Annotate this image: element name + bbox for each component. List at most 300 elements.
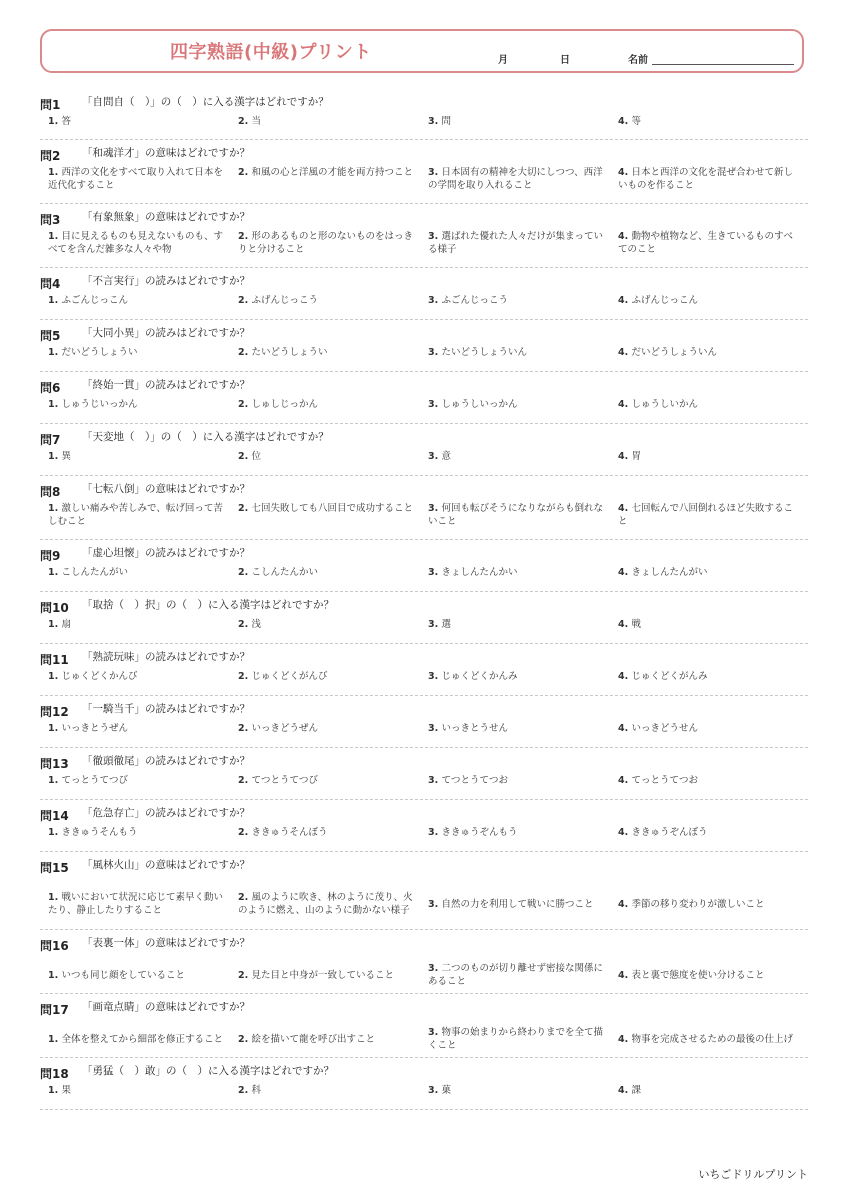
choice-number: 1. xyxy=(48,892,62,903)
question-item xyxy=(40,930,808,994)
question-number: 問15 xyxy=(40,861,69,875)
choice-number: 3. xyxy=(428,347,442,358)
choice-option[interactable] xyxy=(618,826,808,839)
choice-text: 物事を完成させるための最後の仕上げ xyxy=(631,1033,794,1045)
choice-option[interactable] xyxy=(48,722,238,735)
choice-number: 4. xyxy=(618,231,632,242)
choice-option[interactable] xyxy=(428,166,618,192)
question-item xyxy=(40,644,808,696)
choice-number: 4. xyxy=(618,671,632,682)
choice-text: じゅくどくかんび xyxy=(61,671,138,682)
choice-number: 2. xyxy=(238,969,252,981)
choice-option[interactable] xyxy=(238,618,428,631)
choice-option[interactable] xyxy=(48,566,238,579)
choice-text: 戦いにおいて状況に応じて素早く動いたり、静止したりすること xyxy=(48,892,224,916)
choice-option[interactable] xyxy=(238,722,428,735)
choice-number: 1. xyxy=(48,503,62,514)
choice-text: 全体を整えてから細部を修正すること xyxy=(61,1033,224,1045)
question-item xyxy=(40,852,808,930)
choice-option[interactable] xyxy=(428,346,618,359)
choice-option[interactable] xyxy=(238,566,428,579)
choice-text: 動物や植物など、生きているものすべてのこと xyxy=(618,231,793,255)
name-field-line[interactable] xyxy=(652,64,794,65)
choice-text: 何回も転びそうになりながらも倒れないこと xyxy=(428,503,604,527)
question-text: 「画竜点睛」の意味はどれですか？ xyxy=(82,1001,250,1013)
question-number: 問2 xyxy=(40,149,61,163)
choice-list xyxy=(40,560,808,579)
question-text: 「虚心坦懐」の読みはどれですか？ xyxy=(82,547,250,559)
choice-text: てっとうてつび xyxy=(61,775,129,786)
question-number: 問9 xyxy=(40,549,61,563)
question-text: 「和魂洋才」の意味はどれですか？ xyxy=(82,147,250,159)
choice-option[interactable] xyxy=(428,294,618,307)
choice-option[interactable] xyxy=(428,398,618,411)
choice-number: 4. xyxy=(618,451,632,462)
choice-text: こしんたんがい xyxy=(61,567,129,578)
choice-list xyxy=(40,444,808,463)
question-text: 「風林火山」の意味はどれですか？ xyxy=(82,859,250,871)
choice-text: ききゅうそんぼう xyxy=(251,827,328,838)
question-number: 問6 xyxy=(40,381,61,395)
choice-text: てつとうてつび xyxy=(251,775,319,786)
choice-option[interactable] xyxy=(238,826,428,839)
question-item xyxy=(40,320,808,372)
choice-list xyxy=(40,109,808,128)
choice-option[interactable] xyxy=(618,115,808,128)
question-item xyxy=(40,994,808,1058)
choice-option[interactable] xyxy=(48,969,238,982)
choice-number: 3. xyxy=(428,451,442,462)
choice-text: 等 xyxy=(631,116,642,127)
choice-option[interactable] xyxy=(428,450,618,463)
choice-number: 1. xyxy=(48,1085,62,1096)
question-list xyxy=(40,89,808,1110)
choice-option[interactable] xyxy=(238,294,428,307)
choice-text: てつとうてつお xyxy=(441,775,509,786)
choice-option[interactable] xyxy=(48,450,238,463)
choice-list xyxy=(40,768,808,787)
choice-number: 1. xyxy=(48,116,62,127)
choice-option[interactable] xyxy=(428,502,618,528)
question-header xyxy=(40,268,808,291)
question-item xyxy=(40,140,808,204)
choice-option[interactable] xyxy=(428,826,618,839)
choice-number: 4. xyxy=(618,619,632,630)
choice-text: 二つのものが切り離せず密接な関係にあること xyxy=(428,963,604,987)
choice-number: 2. xyxy=(238,1085,252,1096)
choice-text: 七回失敗しても八回目で成功すること xyxy=(251,503,414,514)
question-header xyxy=(40,140,808,163)
choice-number: 2. xyxy=(238,1033,252,1045)
choice-number: 4. xyxy=(618,1033,632,1045)
choice-text: 風のように吹き、林のように茂り、火のように燃え、山のように動かない様子 xyxy=(238,892,413,916)
choice-number: 4. xyxy=(618,827,632,838)
choice-option[interactable] xyxy=(48,618,238,631)
question-item xyxy=(40,1058,808,1110)
choice-number: 2. xyxy=(238,451,252,462)
choice-option[interactable] xyxy=(428,722,618,735)
choice-number: 2. xyxy=(238,567,252,578)
question-number: 問8 xyxy=(40,485,61,499)
choice-option[interactable] xyxy=(618,969,808,982)
choice-number: 2. xyxy=(238,231,252,242)
choice-number: 1. xyxy=(48,969,62,981)
choice-number: 3. xyxy=(428,619,442,630)
question-item xyxy=(40,800,808,852)
choice-text: 意 xyxy=(441,451,452,462)
choice-option[interactable] xyxy=(618,618,808,631)
choice-text: 表と裏で態度を使い分けること xyxy=(631,969,765,981)
choice-option[interactable] xyxy=(428,566,618,579)
question-item xyxy=(40,592,808,644)
choice-text: じゅくどくがんみ xyxy=(631,671,708,682)
footer-brand: いちごドリルプリント xyxy=(698,1168,808,1181)
header-box xyxy=(40,29,804,73)
choice-text: いっきどうせん xyxy=(631,723,699,734)
question-number: 問14 xyxy=(40,809,69,823)
choice-text: ききゅうぞんもう xyxy=(441,827,518,838)
choice-option[interactable] xyxy=(238,346,428,359)
choice-option[interactable] xyxy=(618,230,808,256)
choice-option[interactable] xyxy=(238,230,428,256)
choice-option[interactable] xyxy=(618,670,808,683)
choice-number: 3. xyxy=(428,671,442,682)
choice-number: 4. xyxy=(618,347,632,358)
choice-text: 位 xyxy=(251,451,262,462)
question-header xyxy=(40,372,808,395)
choice-text: 浅 xyxy=(251,619,262,630)
choice-list xyxy=(40,820,808,839)
choice-number: 2. xyxy=(238,295,252,306)
choice-list xyxy=(40,872,808,930)
choice-number: 3. xyxy=(428,1027,442,1038)
choice-number: 3. xyxy=(428,963,442,974)
choice-option[interactable] xyxy=(618,722,808,735)
question-item xyxy=(40,89,808,140)
choice-number: 1. xyxy=(48,231,62,242)
choice-option[interactable] xyxy=(618,898,808,911)
choice-text: 日本と西洋の文化を混ぜ合わせて新しいものを作ること xyxy=(618,167,794,191)
choice-text: 物事の始まりから終わりまでを全て描くこと xyxy=(428,1027,604,1051)
choice-option[interactable] xyxy=(48,230,238,256)
question-number: 問13 xyxy=(40,757,69,771)
question-item xyxy=(40,540,808,592)
choice-text: 当 xyxy=(251,116,262,127)
choice-number: 3. xyxy=(428,399,442,410)
question-number: 問11 xyxy=(40,653,69,667)
choice-text: 日本固有の精神を大切にしつつ、西洋の学問を取り入れること xyxy=(428,167,603,191)
choice-list xyxy=(40,1078,808,1097)
question-item xyxy=(40,424,808,476)
choice-list xyxy=(40,160,808,192)
choice-text: いつも同じ顔をしていること xyxy=(61,969,186,981)
question-number: 問1 xyxy=(40,98,61,112)
choice-text: 七回転んで八回倒れるほど失敗すること xyxy=(618,503,794,527)
choice-option[interactable] xyxy=(48,115,238,128)
choice-option[interactable] xyxy=(238,1033,428,1046)
choice-number: 1. xyxy=(48,619,62,630)
choice-option[interactable] xyxy=(618,1084,808,1097)
choice-text: じゅくどくかんみ xyxy=(441,671,518,682)
choice-text: 問 xyxy=(441,116,452,127)
question-header xyxy=(40,696,808,719)
choice-text: だいどうしょうい xyxy=(61,347,138,358)
choice-number: 1. xyxy=(48,1033,62,1045)
question-text: 「取捨（ ）択」の（ ）に入る漢字はどれですか？ xyxy=(82,599,334,611)
day-label: 日 xyxy=(560,55,570,66)
choice-option[interactable] xyxy=(428,1026,618,1052)
choice-option[interactable] xyxy=(428,115,618,128)
choice-text: 選ばれた優れた人々だけが集まっている様子 xyxy=(428,231,604,255)
choice-number: 2. xyxy=(238,399,252,410)
choice-option[interactable] xyxy=(238,115,428,128)
choice-number: 3. xyxy=(428,898,442,910)
choice-number: 4. xyxy=(618,723,632,734)
choice-number: 1. xyxy=(48,671,62,682)
choice-option[interactable] xyxy=(48,774,238,787)
name-label: 名前 xyxy=(628,55,648,66)
choice-number: 2. xyxy=(238,347,252,358)
choice-list xyxy=(40,664,808,683)
question-text: 「不言実行」の読みはどれですか？ xyxy=(82,275,250,287)
choice-number: 4. xyxy=(618,969,632,981)
choice-list xyxy=(40,392,808,411)
choice-option[interactable] xyxy=(48,670,238,683)
question-text: 「勇猛（ ）敢」の（ ）に入る漢字はどれですか？ xyxy=(82,1065,334,1077)
question-header xyxy=(40,320,808,343)
question-header xyxy=(40,424,808,447)
choice-text: てっとうてつお xyxy=(631,775,699,786)
choice-number: 1. xyxy=(48,295,62,306)
choice-text: 自然の力を利用して戦いに勝つこと xyxy=(441,898,594,910)
choice-option[interactable] xyxy=(238,670,428,683)
choice-text: ききゅうぞんぼう xyxy=(631,827,708,838)
choice-number: 2. xyxy=(238,503,252,514)
choice-text: しゅうしいかん xyxy=(631,399,699,410)
choice-number: 4. xyxy=(618,399,632,410)
choice-text: じゅくどくがんび xyxy=(251,671,328,682)
page-title: 四字熟語(中級)プリント xyxy=(170,42,372,63)
question-number: 問4 xyxy=(40,277,61,291)
choice-number: 1. xyxy=(48,567,62,578)
choice-text: 異 xyxy=(61,451,72,462)
question-header xyxy=(40,540,808,563)
question-number: 問17 xyxy=(40,1003,69,1017)
choice-list xyxy=(40,340,808,359)
choice-number: 1. xyxy=(48,775,62,786)
choice-option[interactable] xyxy=(48,502,238,528)
choice-option[interactable] xyxy=(48,346,238,359)
question-item xyxy=(40,204,808,268)
question-text: 「大同小異」の読みはどれですか？ xyxy=(82,327,250,339)
question-text: 「一騎当千」の読みはどれですか？ xyxy=(82,703,250,715)
choice-option[interactable] xyxy=(238,969,428,982)
choice-text: 扇 xyxy=(61,619,72,630)
choice-number: 1. xyxy=(48,167,62,178)
choice-text: しゅしじっかん xyxy=(251,399,319,410)
question-header xyxy=(40,800,808,823)
question-text: 「危急存亡」の読みはどれですか？ xyxy=(82,807,250,819)
choice-list xyxy=(40,612,808,631)
choice-text: ふげんじっこう xyxy=(251,295,319,306)
question-header xyxy=(40,204,808,227)
question-number: 問5 xyxy=(40,329,61,343)
choice-number: 2. xyxy=(238,167,252,178)
question-header xyxy=(40,748,808,771)
question-item xyxy=(40,696,808,748)
choice-option[interactable] xyxy=(238,774,428,787)
choice-option[interactable] xyxy=(238,450,428,463)
choice-option[interactable] xyxy=(618,774,808,787)
choice-text: きょしんたんかい xyxy=(441,567,518,578)
choice-option[interactable] xyxy=(428,774,618,787)
question-header xyxy=(40,1058,808,1081)
choice-option[interactable] xyxy=(48,1033,238,1046)
choice-list xyxy=(40,288,808,307)
choice-number: 1. xyxy=(48,399,62,410)
question-number: 問3 xyxy=(40,213,61,227)
choice-number: 1. xyxy=(48,451,62,462)
question-header xyxy=(40,89,808,112)
choice-option[interactable] xyxy=(618,294,808,307)
choice-text: ふごんじっこん xyxy=(61,295,129,306)
choice-option[interactable] xyxy=(618,450,808,463)
choice-text: 形のあるものと形のないものをはっきりと分けること xyxy=(238,231,414,255)
question-number: 問12 xyxy=(40,705,69,719)
choice-number: 2. xyxy=(238,671,252,682)
choice-text: ききゅうそんもう xyxy=(61,827,138,838)
choice-option[interactable] xyxy=(48,1084,238,1097)
choice-number: 2. xyxy=(238,892,252,903)
choice-text: 見た目と中身が一致していること xyxy=(251,969,395,981)
choice-option[interactable] xyxy=(238,891,428,917)
question-header xyxy=(40,476,808,499)
choice-text: 科 xyxy=(251,1085,262,1096)
question-number: 問7 xyxy=(40,433,61,447)
choice-option[interactable] xyxy=(618,346,808,359)
choice-number: 3. xyxy=(428,827,442,838)
choice-option[interactable] xyxy=(238,398,428,411)
choice-option[interactable] xyxy=(618,166,808,192)
question-text: 「徹頭徹尾」の読みはどれですか？ xyxy=(82,755,250,767)
choice-text: 果 xyxy=(61,1085,72,1096)
question-text: 「終始一貫」の読みはどれですか？ xyxy=(82,379,250,391)
choice-text: しゅうしいっかん xyxy=(441,399,518,410)
choice-number: 4. xyxy=(618,898,632,910)
choice-number: 1. xyxy=(48,347,62,358)
question-item xyxy=(40,372,808,424)
choice-text: しゅうじいっかん xyxy=(61,399,138,410)
question-text: 「天変地（ ）」の（ ）に入る漢字はどれですか？ xyxy=(82,431,329,443)
choice-text: 激しい痛みや苦しみで、転げ回って苦しむこと xyxy=(48,503,223,527)
choice-text: ふげんじっこん xyxy=(631,295,699,306)
choice-option[interactable] xyxy=(48,891,238,917)
question-number: 問18 xyxy=(40,1067,69,1081)
choice-option[interactable] xyxy=(618,398,808,411)
question-text: 「七転八倒」の意味はどれですか？ xyxy=(82,483,250,495)
question-number: 問16 xyxy=(40,939,69,953)
choice-option[interactable] xyxy=(428,1084,618,1097)
choice-number: 4. xyxy=(618,775,632,786)
question-text: 「表裏一体」の意味はどれですか？ xyxy=(82,937,250,949)
choice-option[interactable] xyxy=(48,294,238,307)
choice-text: いっきとうせん xyxy=(441,723,509,734)
question-text: 「有象無象」の意味はどれですか？ xyxy=(82,211,250,223)
choice-text: 戦 xyxy=(631,619,642,630)
choice-list xyxy=(40,496,808,528)
choice-number: 2. xyxy=(238,116,252,127)
choice-option[interactable] xyxy=(48,166,238,192)
choice-option[interactable] xyxy=(48,826,238,839)
choice-number: 4. xyxy=(618,567,632,578)
choice-text: 菓 xyxy=(441,1085,452,1096)
choice-option[interactable] xyxy=(238,502,428,528)
choice-text: たいどうしょうい xyxy=(251,347,328,358)
choice-number: 2. xyxy=(238,827,252,838)
choice-number: 3. xyxy=(428,231,442,242)
choice-option[interactable] xyxy=(428,898,618,911)
choice-option[interactable] xyxy=(428,670,618,683)
choice-option[interactable] xyxy=(428,962,618,988)
choice-option[interactable] xyxy=(238,1084,428,1097)
choice-text: 目に見えるものも見えないものも、すべてを含んだ雑多な人々や物 xyxy=(48,231,224,255)
choice-number: 3. xyxy=(428,775,442,786)
question-header xyxy=(40,592,808,615)
choice-list xyxy=(40,950,808,994)
choice-number: 2. xyxy=(238,619,252,630)
choice-number: 3. xyxy=(428,116,442,127)
choice-text: 課 xyxy=(631,1085,642,1096)
question-header xyxy=(40,852,808,875)
choice-list xyxy=(40,1014,808,1058)
choice-number: 4. xyxy=(618,503,632,514)
choice-text: 胃 xyxy=(631,451,642,462)
choice-text: 西洋の文化をすべて取り入れて日本を近代化すること xyxy=(48,167,223,191)
question-item xyxy=(40,476,808,540)
choice-text: いっきとうぜん xyxy=(61,723,129,734)
choice-number: 1. xyxy=(48,723,62,734)
choice-option[interactable] xyxy=(618,566,808,579)
choice-option[interactable] xyxy=(618,1033,808,1046)
choice-number: 3. xyxy=(428,295,442,306)
choice-number: 4. xyxy=(618,1085,632,1096)
choice-number: 2. xyxy=(238,775,252,786)
choice-number: 3. xyxy=(428,167,442,178)
month-label: 月 xyxy=(498,55,508,66)
choice-text: だいどうしょういん xyxy=(631,347,718,358)
choice-option[interactable] xyxy=(618,502,808,528)
question-text: 「熟読玩味」の読みはどれですか？ xyxy=(82,651,250,663)
choice-number: 3. xyxy=(428,723,442,734)
choice-text: たいどうしょういん xyxy=(441,347,528,358)
question-header xyxy=(40,930,808,953)
choice-option[interactable] xyxy=(428,618,618,631)
choice-option[interactable] xyxy=(48,398,238,411)
choice-text: 季節の移り変わりが激しいこと xyxy=(631,898,765,910)
choice-text: 絵を描いて龍を呼び出すこと xyxy=(251,1033,376,1045)
question-item xyxy=(40,268,808,320)
question-header xyxy=(40,644,808,667)
choice-number: 3. xyxy=(428,1085,442,1096)
choice-list xyxy=(40,224,808,256)
choice-option[interactable] xyxy=(238,166,428,192)
choice-text: ふごんじっこう xyxy=(441,295,509,306)
choice-text: いっきどうぜん xyxy=(251,723,319,734)
choice-number: 1. xyxy=(48,827,62,838)
question-header xyxy=(40,994,808,1017)
choice-option[interactable] xyxy=(428,230,618,256)
choice-list xyxy=(40,716,808,735)
